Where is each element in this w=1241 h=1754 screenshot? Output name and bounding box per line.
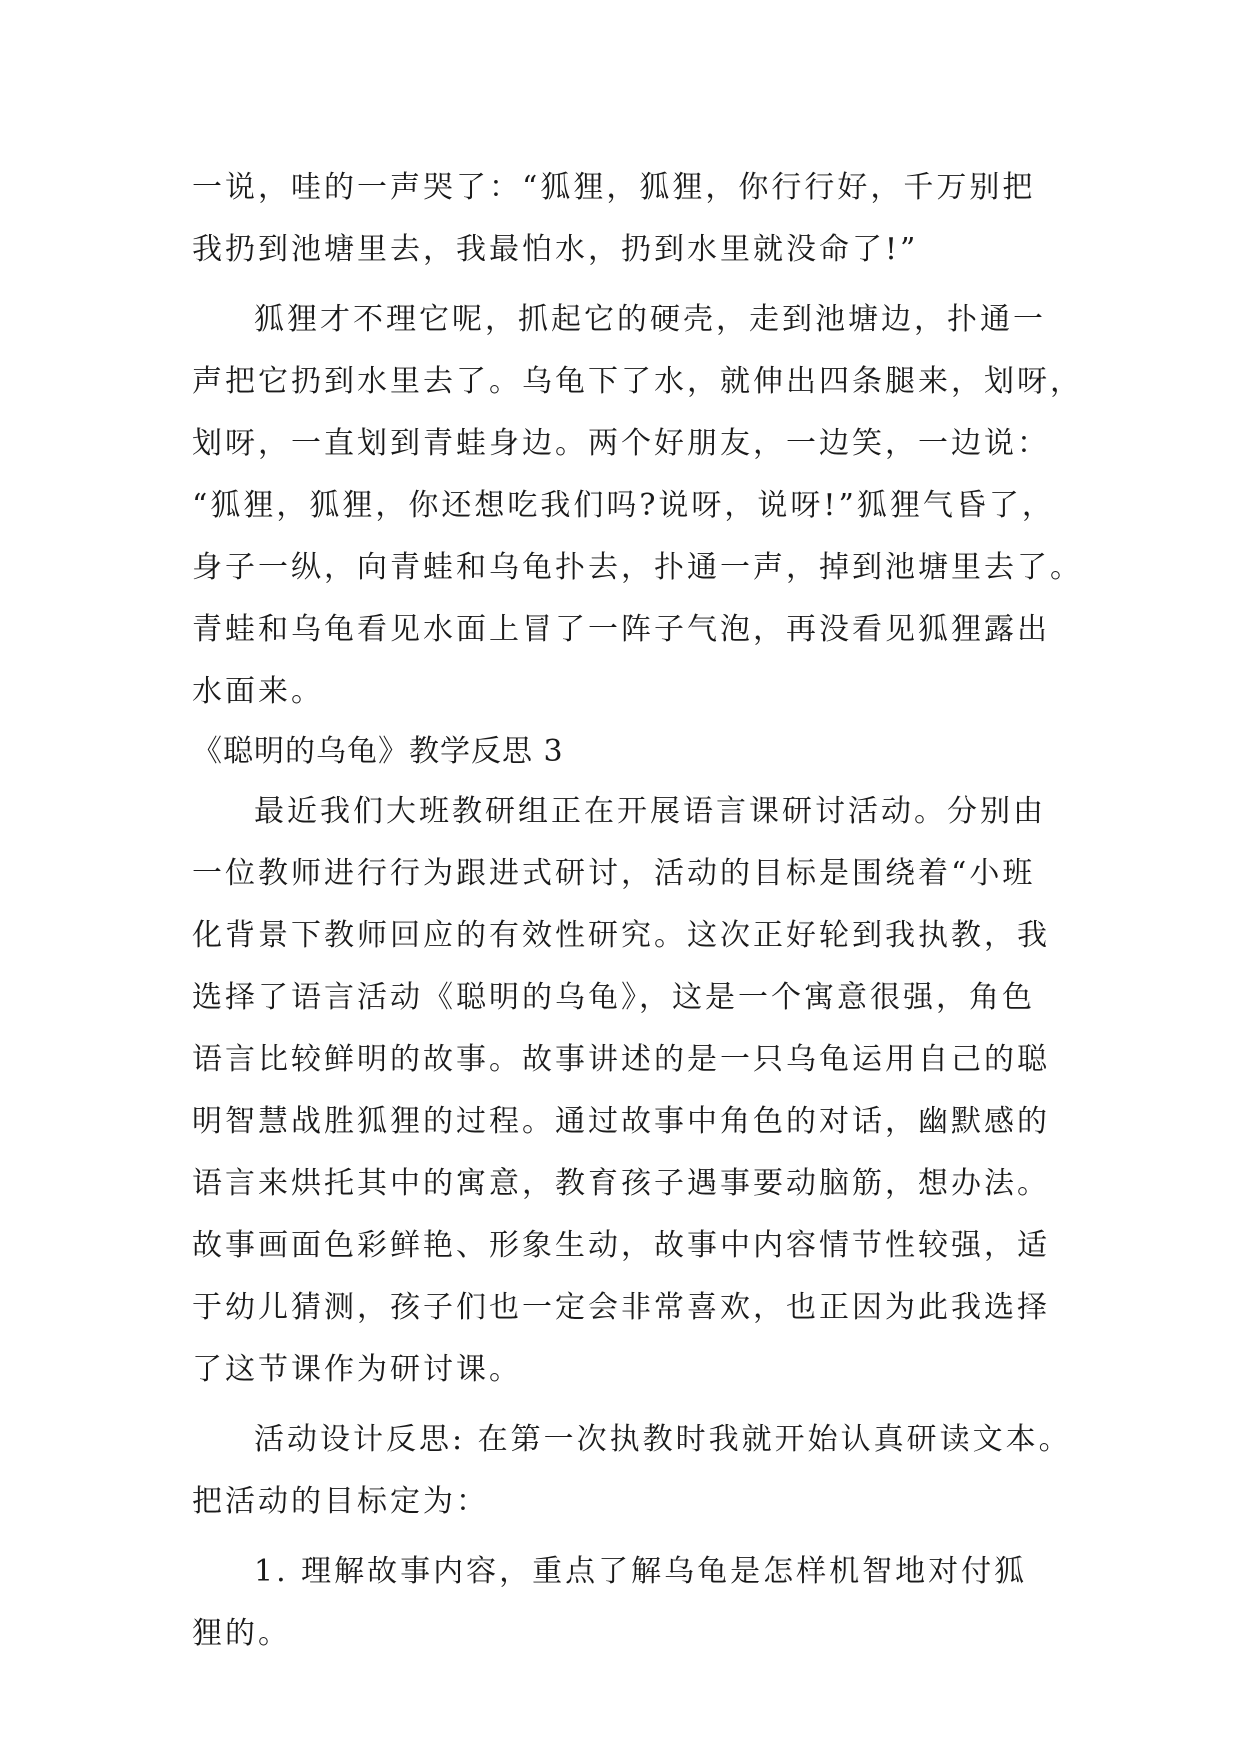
text-line: 把活动的目标定为： xyxy=(192,1484,489,1519)
text-line: 语言比较鲜明的故事。故事讲述的是一只乌龟运用自己的聪 xyxy=(192,1042,1050,1077)
text-line: 最近我们大班教研组正在开展语言课研讨活动。分别由 xyxy=(254,794,1046,829)
text-line: 一位教师进行行为跟进式研讨，活动的目标是围绕着“小班 xyxy=(192,856,1036,891)
section-heading: 《聪明的乌龟》教学反思 3 xyxy=(192,734,564,769)
text-line: 活动设计反思: 在第一次执教时我就开始认真研读文本。 xyxy=(254,1422,1072,1457)
text-line: 狸的。 xyxy=(192,1616,291,1651)
goal-list-item xyxy=(192,1541,1072,1665)
text-line: 划呀，一直划到青蛙身边。两个好朋友，一边笑，一边说： xyxy=(192,426,1050,461)
text-line: 狐狸才不理它呢，抓起它的硬壳，走到池塘边，扑通一 xyxy=(254,302,1046,337)
document-body xyxy=(192,157,1083,1665)
story-paragraph xyxy=(192,289,1083,723)
design-reflection-paragraph xyxy=(192,1409,1072,1533)
text-line: 我扔到池塘里去，我最怕水，扔到水里就没命了!” xyxy=(192,232,919,267)
text-line: 选择了语言活动《聪明的乌龟》，这是一个寓意很强，角色 xyxy=(192,980,1035,1015)
text-line: 故事画面色彩鲜艳、形象生动，故事中内容情节性较强，适 xyxy=(192,1228,1050,1263)
story-paragraph-continued xyxy=(192,157,1072,281)
text-line: 青蛙和乌龟看见水面上冒了一阵子气泡，再没看见狐狸露出 xyxy=(192,612,1050,647)
text-line: 了这节课作为研讨课。 xyxy=(192,1352,522,1387)
text-line: 1. 理解故事内容，重点了解乌龟是怎样机智地对付狐 xyxy=(254,1554,1028,1589)
text-line: 水面来。 xyxy=(192,674,324,709)
text-line: 化背景下教师回应的有效性研究。这次正好轮到我执教，我 xyxy=(192,918,1050,953)
text-line: “狐狸，狐狸，你还想吃我们吗?说呀，说呀!”狐狸气昏了， xyxy=(192,488,1055,523)
text-line: 身子一纵，向青蛙和乌龟扑去，扑通一声，掉到池塘里去了。 xyxy=(192,550,1083,585)
text-line: 于幼儿猜测，孩子们也一定会非常喜欢，也正因为此我选择 xyxy=(192,1290,1050,1325)
text-line: 一说，哇的一声哭了：“狐狸，狐狸，你行行好，千万别把 xyxy=(192,170,1036,205)
text-line: 明智慧战胜狐狸的过程。通过故事中角色的对话，幽默感的 xyxy=(192,1104,1050,1139)
reflection-paragraph xyxy=(192,781,1072,1401)
text-line: 声把它扔到水里去了。乌龟下了水，就伸出四条腿来，划呀， xyxy=(192,364,1083,399)
text-line: 语言来烘托其中的寓意，教育孩子遇事要动脑筋，想办法。 xyxy=(192,1166,1050,1201)
